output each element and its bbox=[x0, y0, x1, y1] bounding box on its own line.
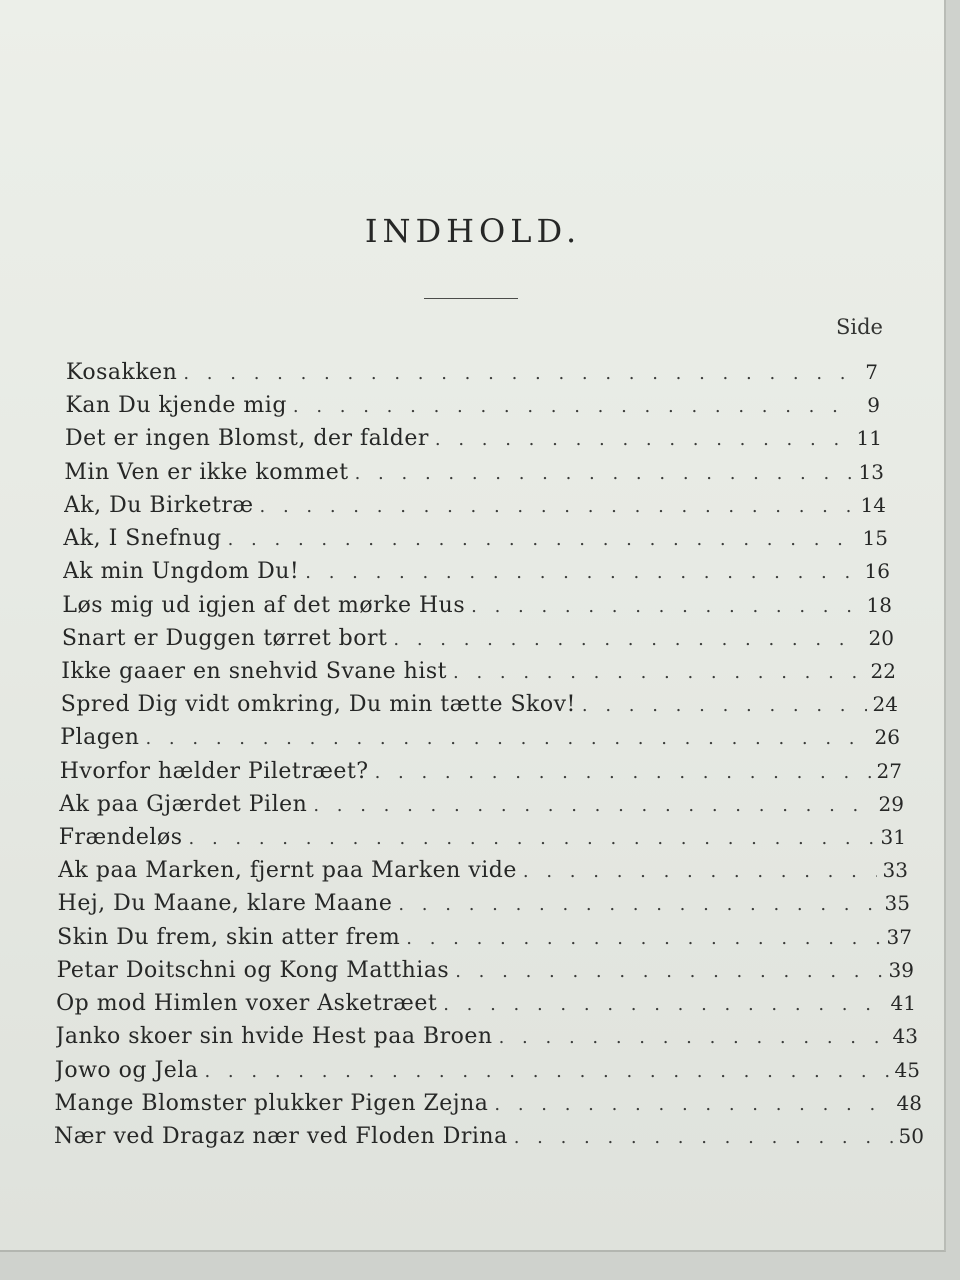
toc-entry bbox=[61, 692, 898, 717]
toc-entry-page: 14 bbox=[860, 492, 886, 517]
toc-entry bbox=[66, 360, 878, 385]
toc-entry-title: Plagen bbox=[60, 725, 140, 751]
toc-entry-page: 13 bbox=[858, 459, 884, 484]
toc-entry bbox=[59, 792, 904, 817]
toc-entry bbox=[56, 1024, 918, 1049]
toc-entry-title: Ak, Du Birketræ bbox=[63, 492, 254, 518]
dot-leader bbox=[443, 994, 884, 1015]
page-column-label: Side bbox=[836, 315, 883, 339]
toc-entry bbox=[57, 925, 912, 950]
toc-entry-page: 24 bbox=[872, 692, 898, 717]
toc-entry bbox=[60, 725, 900, 750]
toc-entry-title: Petar Doitschni og Kong Matthias bbox=[56, 957, 450, 983]
dot-leader bbox=[471, 596, 860, 617]
toc-entry bbox=[60, 759, 902, 784]
toc-entry-title: Kosakken bbox=[66, 360, 178, 385]
toc-entry-page: 35 bbox=[884, 891, 910, 916]
toc-entry-title: Spred Dig vidt omkring, Du min tætte Skov! bbox=[60, 692, 576, 718]
toc-entry-page: 18 bbox=[866, 592, 892, 617]
toc-entry bbox=[57, 958, 914, 983]
toc-entry-page: 29 bbox=[878, 791, 904, 816]
toc-entry bbox=[62, 593, 892, 618]
toc-entry-page: 31 bbox=[880, 825, 906, 850]
dot-leader bbox=[145, 728, 868, 749]
toc-entry-title: Op mod Himlen voxer Asketræet bbox=[56, 991, 438, 1017]
dot-leader bbox=[355, 463, 853, 484]
toc-entry-title: Jowo og Jela bbox=[55, 1057, 199, 1083]
toc-entry bbox=[61, 659, 896, 684]
toc-entry bbox=[62, 626, 894, 651]
toc-entry bbox=[56, 991, 916, 1016]
toc-entry bbox=[65, 393, 880, 418]
toc-entry-title: Det er ingen Blomst, der falder bbox=[64, 426, 429, 452]
toc-entry-title: Snart er Duggen tørret bort bbox=[61, 625, 388, 651]
dot-leader bbox=[393, 629, 862, 650]
dot-leader bbox=[582, 695, 867, 716]
dot-leader bbox=[499, 1027, 887, 1048]
toc-entry-title: Ak, I Snefnug bbox=[63, 526, 222, 552]
dot-leader bbox=[293, 396, 850, 417]
dot-leader bbox=[514, 1127, 893, 1148]
toc-entry bbox=[58, 891, 910, 916]
dot-leader bbox=[305, 562, 858, 583]
dot-leader bbox=[375, 762, 871, 783]
toc-entry-page: 20 bbox=[868, 625, 894, 650]
dot-leader bbox=[398, 894, 878, 915]
toc-entry-title: Skin Du frem, skin atter frem bbox=[57, 924, 401, 950]
toc-entry-title: Kan Du kjende mig bbox=[65, 393, 287, 419]
toc-entry bbox=[64, 493, 886, 518]
dot-leader bbox=[260, 496, 855, 517]
toc-entry bbox=[54, 1124, 924, 1149]
toc-entry-page: 16 bbox=[864, 559, 890, 584]
toc-entry-title: Ak paa Marken, fjernt paa Marken vide bbox=[58, 858, 517, 884]
toc-entry-page: 37 bbox=[886, 924, 912, 949]
toc-entry-page: 43 bbox=[892, 1024, 918, 1049]
toc-entry-page: 27 bbox=[876, 758, 902, 783]
dot-leader bbox=[453, 662, 865, 683]
toc-entry-page: 33 bbox=[882, 858, 908, 883]
dot-leader bbox=[313, 795, 872, 816]
page-title: INDHOLD. bbox=[364, 212, 582, 250]
toc-entry-title: Hvorfor hælder Piletræet? bbox=[59, 758, 369, 784]
dot-leader bbox=[406, 928, 880, 949]
toc-entry-page: 41 bbox=[890, 991, 916, 1016]
dot-leader bbox=[455, 961, 882, 982]
dot-leader bbox=[189, 828, 875, 849]
toc-entry-page: 48 bbox=[896, 1090, 922, 1115]
toc-entry-title: Ak paa Gjærdet Pilen bbox=[59, 791, 308, 817]
toc-entry bbox=[65, 426, 882, 451]
toc-entry-title: Frændeløs bbox=[58, 825, 183, 851]
dot-leader bbox=[494, 1094, 890, 1115]
toc-entry-page: 15 bbox=[862, 526, 888, 551]
toc-entry-page: 26 bbox=[874, 725, 900, 750]
toc-entry-page: 45 bbox=[894, 1057, 920, 1082]
dot-leader bbox=[183, 363, 848, 384]
toc-entry-title: Nær ved Dragaz nær ved Floden Drina bbox=[54, 1124, 508, 1149]
toc-entry bbox=[58, 858, 908, 883]
dot-leader bbox=[228, 529, 857, 550]
toc-entry bbox=[55, 1091, 922, 1116]
toc-entry-title: Hej, Du Maane, klare Maane bbox=[57, 891, 393, 917]
toc-entry-page: 7 bbox=[865, 360, 878, 384]
toc-entry-title: Ak min Ungdom Du! bbox=[62, 559, 300, 585]
toc-entry-page: 9 bbox=[867, 393, 880, 418]
toc-entry-title: Ikke gaaer en snehvid Svane hist bbox=[61, 658, 448, 684]
toc-entry bbox=[63, 526, 888, 551]
toc-entry-title: Løs mig ud igjen af det mørke Hus bbox=[62, 592, 466, 618]
toc-entry-page: 11 bbox=[856, 426, 882, 451]
toc-entry-title: Min Ven er ikke kommet bbox=[64, 459, 349, 485]
toc-entry bbox=[63, 559, 890, 584]
toc-entry-page: 22 bbox=[870, 658, 896, 683]
dot-leader bbox=[435, 429, 851, 450]
toc-entry bbox=[55, 1058, 920, 1083]
dot-leader bbox=[523, 861, 877, 882]
toc-entry bbox=[64, 460, 884, 485]
toc-entry-page: 39 bbox=[888, 957, 914, 982]
toc-entry-page: 50 bbox=[898, 1124, 924, 1148]
toc-entry-title: Janko skoer sin hvide Hest paa Broen bbox=[55, 1024, 493, 1050]
toc-entry-title: Mange Blomster plukker Pigen Zejna bbox=[54, 1090, 489, 1116]
dot-leader bbox=[204, 1061, 888, 1082]
toc-entry bbox=[59, 825, 906, 850]
